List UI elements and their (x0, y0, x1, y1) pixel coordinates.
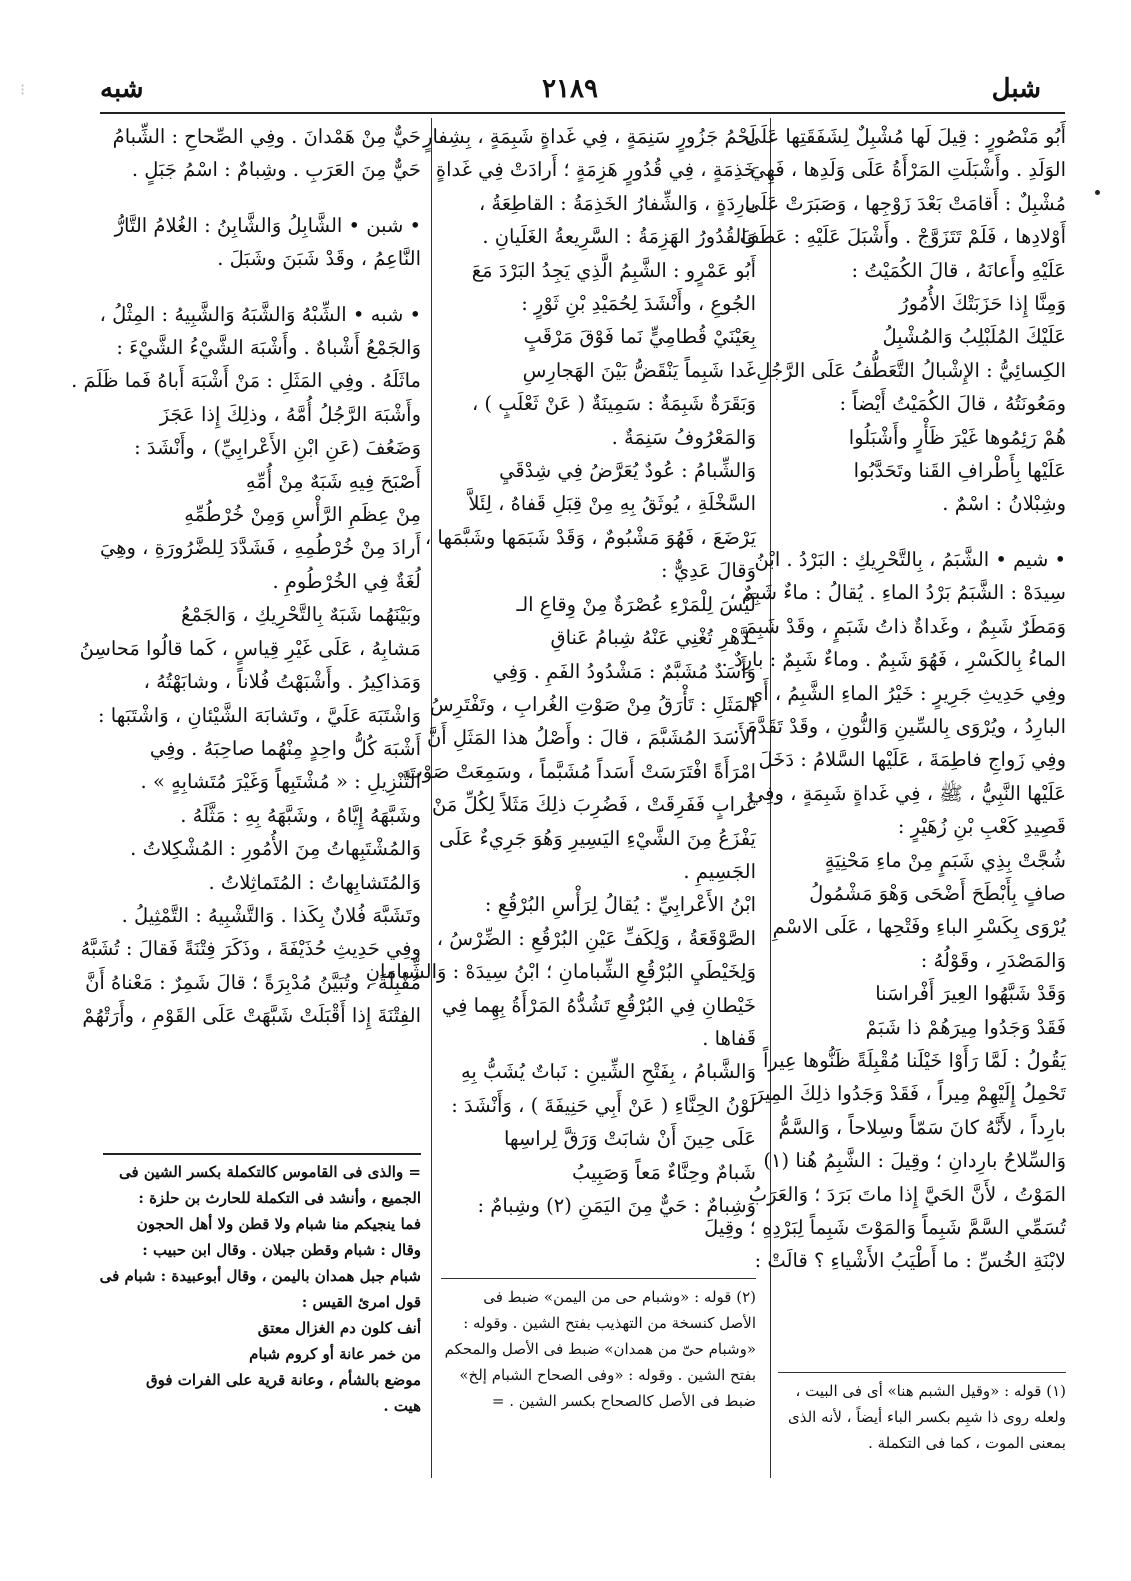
column-right-line: لابْنَةِ الخُسِّ : ما أَطْيَبُ الأَشْياءِ ؟ قالَتْ : (754, 1249, 1066, 1273)
footnote-middle-line: (٢) قوله : «وشبام حى من اليمن» ضبط فى (483, 1288, 756, 1306)
column-middle-line: وَأَسَدٌ مُشَبَّمٌ : مَشْدُودُ الفَمِ . وَفِي (492, 659, 756, 683)
footnote-left-line: موضع بالشأم ، وعانة قرية على الفرات فوق (146, 1371, 421, 1389)
footnote-left-line: هيت . (383, 1397, 421, 1415)
footnote-left-line: فما ينجيكم منا شبام ولا قطن ولا أهل الحجون (136, 1215, 421, 1233)
column-left-line: وبَيْنَهُما شَبَهٌ بِالتَّحْرِيكِ ، وَالجَمْعُ (181, 603, 421, 627)
column-left-line: التَّنْزِيلِ : « مُشْتَبِهاً وَغَيْرَ مُتَشابِهٍ » . (140, 770, 421, 794)
column-middle-line: وَقالَ عَدِيٌّ : (661, 559, 756, 583)
column-right-line: يُرْوَى بِكَسْرِ الباءِ وفَتْحِها ، عَلَى الاسْمِ (772, 915, 1066, 939)
column-right-line: قَصِيدِ كَعْبِ بْنِ زُهَيْرٍ : (897, 815, 1066, 839)
column-left-line: وشَبَّهَهُ إِيَّاهُ ، وشَبَّهَهُ بِهِ : مَثَّلَهُ . (180, 803, 421, 827)
column-left-line: النَّاعِمُ ، وقَدْ شَبَنَ وشَبَلَ . (217, 247, 421, 271)
footnote-left-line: = والذى فى القاموس كالتكملة بكسر الشين فى (118, 1163, 421, 1181)
column-middle-line: لَحْمُ جَزُورٍ سَنِمَةٍ ، فِي غَداةٍ شَبِمَةٍ ، بِشِفارٍ (423, 125, 756, 148)
column-middle-line: أَبُو عَمْرٍو : الشَّبِمُ الَّذِي يَجِدُ البَرْدَ مَعَ (471, 258, 756, 282)
column-left-line: وَالمُشْتَبِهاتُ مِنَ الأُمُورِ : المُشْكِلاتُ . (130, 837, 421, 861)
column-left-line: وفِي حَدِيثِ حُذَيْفَةَ ، وذَكَرَ فِتْنَةً فَقالَ : تُشَبَّهُ (80, 937, 421, 961)
footnote-middle-line: «وشبام حىّ من همدان» ضبط فى الأصل والمحكم (444, 1340, 756, 1358)
column-left-line: وتَشَبَّهَ فُلانٌ بِكَذا . وَالتَّشْبِيهُ : التَّمْثِيلُ . (121, 903, 421, 927)
column-right-line: وفِي زَواجِ فاطِمَةَ ، عَلَيْها السَّلامُ : دَخَلَ (758, 748, 1066, 772)
column-right-line (780, 521, 1066, 543)
column-left-line: وَمَذاكِيرُ . وأَشْبَهْتُ فُلاناً ، وشابَهْتُهُ ، (143, 670, 421, 694)
margin-dot (1095, 190, 1100, 195)
column-middle-line: وَالشِّبامُ : عُودٌ يُعَرَّضُ فِي شِدْقَيِ (499, 459, 756, 483)
footnote-right-line: ولعله روى ذا شبِم بكسر الباء أيضاً ، لأنه الذى (787, 1408, 1066, 1426)
column-middle-line: بارِدَةٍ ، وَالشِّفارُ الخَذِمَةُ : القاطِعَةُ ، (478, 191, 756, 215)
column-middle-line: غُرابٍ فَفَرِقَتْ ، فَضُرِبَ ذلِكَ مَثَلاً لِكُلِّ مَنْ (432, 793, 756, 817)
column-left-line: مِنْ عِظَمِ الرَّأْسِ وَمِنْ خُرْطُمِّهِ (184, 503, 421, 527)
column-left-line: مُقْبِلَةً ، وتُبَيَّنُ مُدْبِرَةً ؛ قالَ شَمِرٌ : مَعْناهُ أَنَّ (85, 970, 421, 994)
column-left (71, 120, 421, 1033)
column-middle-line: وَالقُدُورُ الهَزِمَةُ : السَّرِيعةُ الغَلَيانِ . (482, 225, 756, 249)
column-right-line: أَوْلادِها ، فَلَمْ تَتَزَوَّجْ . وأَشْبَلَ عَلَيْهِ : عَطَفَ (739, 225, 1066, 249)
column-left-line: وَالجَمْعُ أَشْباهٌ . وأَشْبَهَ الشَّيْءُ الشَّيْءَ : (116, 336, 421, 360)
footnote-left-line: الجميع ، وأنشد فى التكملة للحارث بن حلزة : (138, 1189, 421, 1207)
column-right-line: صافٍ بِأَبْطَحَ أَضْحَى وَهْوَ مَشْمُولُ (809, 881, 1066, 905)
column-middle-line: وَبَقَرَةٌ شَبِمَةٌ : سَمِينَةٌ ( عَنْ ثَعْلَبٍ ) ، (471, 392, 756, 416)
column-right-line: أَبُو مَنْصُورٍ : قِيلَ لَها مُشْبِلٌ لِشَفَقَتِها عَلَى (744, 125, 1066, 148)
column-left-line: أَصْبَحَ فِيهِ شَبَهٌ مِنْ أُمِّهِ (245, 469, 421, 493)
footnote-left-line: قول امرئ القيس : (301, 1293, 421, 1311)
header-right-word: شبل (991, 74, 1041, 104)
column-right-line: عَلَيْكَ المُلَبْلِبُ وَالمُشْبِلُ (882, 325, 1066, 349)
column-right-line: وَالمَصْدَرِ ، وقَوْلُهُ : (920, 948, 1066, 972)
column-right-line: بارِداً ، لأَنَّهُ كانَ سَمّاً وسِلاحاً ، وَالسَّمُّ (778, 1115, 1066, 1139)
column-right-line: الكِسائِيُّ : الإِشْبالُ التَّعَطُّفُ عَلَى الرَّجُلِ (756, 358, 1066, 382)
column-middle-line: امْرَأَةً افْتَرَسَتْ أَسَداً مُشَبَّماً ، وسَمِعَتْ صَوْتَ (404, 759, 756, 783)
column-right-line: وشِبْلانُ : اسْمٌ . (942, 492, 1066, 516)
footnote-right (778, 1378, 1066, 1456)
column-left-line: وَاشْتَبَهَ عَلَيَّ ، وتَشابَهَ الشَّيْئانِ ، وَاشْتَبَها : (97, 703, 421, 727)
column-right-line: وَمِنَّا إِذا حَزَبَتْكَ الأُمُورُ (899, 292, 1066, 316)
column-left-line: أَرادَ مِنْ خُرْطُمِهِ ، فَشَدَّدَ لِلضَّرُورَةِ ، وهِيَ (100, 536, 421, 560)
column-right-line: الوَلَدِ . وأَشْبَلَتِ المَرْأَةُ عَلَى وَلَدِها ، فَهِيَ (750, 158, 1066, 182)
column-middle-line: يَرْضَعَ ، فَهُوَ مَشْبُومٌ ، وَقَدْ شَبَمَها وشَبَّمَها ، (424, 525, 756, 549)
column-right-line: ومَعُونَتُهُ ، قالَ الكُمَيْتُ أَيْضاً : (839, 392, 1066, 416)
column-left-line: وَالمُتَشابِهاتُ : المُتَماثِلاتُ . (208, 870, 421, 894)
column-right-line: عَلَيْهِ وأَعانَهُ ، قالَ الكُمَيْتُ : (851, 258, 1066, 282)
footnote-rule-middle (441, 1278, 756, 1279)
column-middle-line: وَالمَعْرُوفُ سَنِمَةٌ . (611, 425, 756, 449)
column-right-line: وَقَدْ شَبَّهُوا العِيرَ أَفْراسَنا (875, 982, 1066, 1006)
footnote-left-line: أنف كلون دم الغزال معتق (257, 1319, 421, 1337)
column-middle-line: المَثَلِ : تَأْرَقُ مِنْ صَوْتِ الغُرابِ ، وتَفْتَرِسُ (429, 692, 756, 716)
footnote-middle (441, 1284, 756, 1414)
scan-edge-marks: ⁝ (20, 80, 26, 99)
column-middle-line: السَّخْلَةِ ، يُوثَقُ بِهِ مِنْ قِبَلِ قَفاهُ ، لِئَلاَّ (468, 492, 756, 516)
footnote-right-line: بمعنى الموت ، كما فى التكملة . (868, 1434, 1066, 1452)
column-middle-line: بِعَيْنَيْ قُطامِيٍّ نَما فَوْقَ مَرْقَبٍ (523, 325, 756, 349)
column-left-line: • شبه • الشِّبْهُ وَالشَّبَهُ وَالشَّبِيهُ : المِثْلُ ، (99, 302, 421, 326)
column-middle-line: قَفاها . (702, 1026, 756, 1050)
column-left-line (103, 276, 421, 298)
footnote-middle-line: ضبط فى الأصل كالصحاح بكسر الشين . = (491, 1392, 756, 1410)
column-middle-line: ـدَّهْرِ تُغْنِي عَنْهُ شِبامُ عَناقِ (550, 626, 756, 650)
footnote-middle-line: الأصل كنسخة من التهذيب بفتح الشين . وقوله : (463, 1314, 756, 1332)
column-right-line: عَلَيْها النَّبِيُّ ، ﷺ ، فِي غَداةٍ شَبِمَةٍ ، وفِي (748, 781, 1066, 805)
column-middle-line: عَلَى حِينَ أَنْ شابَتْ وَرَقَّ لِراسِها (503, 1127, 756, 1151)
column-left-line: لُغَةٌ فِي الخُرْطُومِ . (272, 569, 421, 593)
header-left-word: شبه (100, 74, 144, 104)
column-left-line: وأَشْبَهَ الرَّجُلُ أُمَّهُ ، وذلِكَ إِذا عَجَزَ (159, 402, 421, 426)
column-right-line: • شيم • الشَّبَمُ ، بِالتَّحْرِيكِ : البَرْدُ . ابْنُ (754, 547, 1066, 571)
column-left-line: الفِتْنَةَ إِذا أَقْبَلَتْ شَبَّهَتْ عَلَى القَوْمِ ، وأَرَتْهُمْ (82, 1004, 421, 1028)
column-right-line: وفِي حَدِيثِ جَرِيرٍ : خَيْرُ الماءِ الشَّبِمُ ، أَيِ (747, 681, 1066, 705)
footnote-left-line: من خمر عانة أو كروم شبام (249, 1345, 421, 1363)
column-right-line: فَقَدْ وَجَدُوا مِيرَهُمْ ذا شَبَمْ (865, 1015, 1066, 1039)
column-middle-line: ابْنُ الأَعْرابِيِّ : يُقالُ لِرَأْسِ البُرْقُعِ : (484, 893, 756, 917)
column-middle-line: غَدا شَبِماً يَنْقَضُّ بَيْنَ الهَجارِسِ (522, 358, 756, 382)
column-right-line: الماءُ بِالكَسْرِ ، فَهُوَ شَبِمٌ . وماءٌ شَبِمٌ : بارِدٌ . (721, 648, 1066, 672)
footnote-rule-right (778, 1372, 1066, 1373)
column-middle-line: وَلِخَيْطَيِ البُرْقُعِ الشِّبامانِ ؛ ابْنُ سِيدَهْ : وَالشِّبامانِ (365, 960, 756, 984)
column-middle-line: شَبامٌ وحِنَّاءٌ مَعاً وَصَبِيبُ (572, 1160, 756, 1184)
column-left-line (103, 187, 421, 209)
column-middle-line: الأَسَدَ المُشَبَّمَ ، قالَ : وأَصْلُ هذا المَثَلِ أَنَّ (426, 726, 756, 750)
column-left-line: وَضَعُفَ (عَنِ ابْنِ الأَعْرابِيِّ) ، وأَنْشَدَ : (134, 436, 421, 460)
column-middle-line: خَذِمَةٍ ، فِي قُدُورٍ هَزِمَةٍ ؛ أَرادَتْ فِي غَداةٍ (435, 158, 756, 182)
footnote-right-line: (١) قوله : «وقيل الشبم هنا» أى فى البيت ، (795, 1382, 1066, 1400)
column-right-line: هُمْ رَئِمُوها غَيْرَ ظَأْرٍ وأَشْبَلُوا (848, 425, 1066, 449)
column-left-line: ماثَلَهُ . وفِي المَثَلِ : مَنْ أَشْبَهَ أَباهُ فَما ظَلَمَ . (71, 369, 421, 393)
header-rule (100, 112, 1065, 114)
footnote-middle-line: بفتح الشين . وقوله : «وفى الصحاح الشبام إلخ» (459, 1366, 756, 1384)
footnote-left-line: وقال : شبام وقطن جبلان . وقال ابن حبيب : (142, 1241, 421, 1259)
column-middle-line: يَفْزَعُ مِنَ الشَّيْءِ اليَسِيرِ وَهُوَ جَرِيءٌ عَلَى (439, 826, 756, 850)
column-right-line: شُجَّتْ بِذِي شَبَمٍ مِنْ ماءِ مَحْنِيَةٍ (824, 848, 1066, 872)
column-right-line: وَمَطَرٌ شَبِمٌ ، وغَداةٌ ذاتُ شَبَمٍ ، وقَدْ شَبِمَ (744, 614, 1066, 638)
column-right-line: عَلَيْها بِأَطْرافِ القَنا وتَحَدَّبُوا (853, 459, 1066, 483)
column-middle-line: الجُوعِ ، وأَنْشَدَ لِحُمَيْدِ بْنِ ثَوْرٍ : (521, 292, 756, 316)
column-left-line: • شبن • الشَّابِلُ وَالشَّابِنُ : الغُلامُ التَّارُّ (114, 213, 421, 237)
footnote-left-line: شبام جبل همدان باليمن ، وقال أبوعبيدة : شبام فى (99, 1267, 421, 1285)
column-right-line: مُشْبِلٌ : أَقامَتْ بَعْدَ زَوْجِها ، وَصَبَرَتْ عَلَى (744, 191, 1066, 215)
column-middle-line: الجَسِيمِ . (683, 859, 756, 883)
page-number: ٢١٨٩ (542, 74, 598, 104)
footnote-left (99, 1159, 421, 1419)
column-middle-line: وَشِبامٌ : حَيٌّ مِنَ اليَمَنِ (٢) وشِبامٌ : (477, 1194, 756, 1217)
column-right-line: تَحْمِلُ إِلَيْهِمْ مِيراً ، فَقَدْ وَجَدُوا ذلِكَ المِيرَ (754, 1082, 1066, 1106)
column-right-line: تُسَمِّي السَّمَّ شَبِماً وَالمَوْتَ شَبِماً لِبَرْدِهِ ؛ وقِيلَ (704, 1216, 1066, 1239)
column-middle-line: الصَّوْقَعَةُ ، وَلِكَفِّ عَيْنِ البُرْقُعِ : الضِّرْسُ ، (436, 926, 756, 950)
column-right-line: يَقُولُ : لَمَّا رَأَوْا خَيْلَنا مُقْبِلَةً ظَنُّوها عِيراً (762, 1048, 1066, 1072)
footnote-rule-left (103, 1153, 421, 1155)
column-right-line: وَالسِّلاحُ بارِدانِ ؛ وقِيلَ : الشَّبِمُ هُنا (١) (763, 1149, 1066, 1173)
column-left-line: مَشابِهُ ، عَلَى غَيْرِ قِياسٍ ، كَما قالُوا مَحاسِنُ (79, 636, 421, 660)
column-middle-line: لَيْسَ لِلْمَرْءِ عُصْرَةٌ مِنْ وِقاعِ الـ (516, 592, 756, 616)
column-right-line: البارِدُ ، ويُرْوَى بِالسِّينِ وَالنُّونِ ، وقَدْ تَقَدَّمَ . (732, 714, 1066, 738)
column-middle-line: خَيْطانِ فِي البُرْقُعِ تَشُدُّهُ المَرْأَةُ بِهِما فِي (441, 993, 756, 1017)
column-left-line: حَيٌّ مِنْ هَمْدانَ . وفِي الصِّحاحِ : الشِّبامُ (112, 125, 421, 148)
column-right-line: المَوْتُ ، لأَنَّ الحَيَّ إِذا ماتَ بَرَدَ ؛ وَالعَرَبُ (748, 1182, 1066, 1206)
column-middle (365, 120, 756, 1222)
column-left-line: أَشْبَهَ كُلُّ واحِدٍ مِنْهُما صاحِبَهُ . وفِي (149, 736, 421, 760)
column-left-line: حَيٌّ مِنَ العَرَبِ . وشِبامٌ : اسْمُ جَبَلٍ . (131, 158, 421, 182)
column-middle-line: لَوْنُ الحِنَّاءِ ( عَنْ أَبِي حَنِيفَةَ ) ، وَأَنْشَدَ : (451, 1093, 756, 1117)
column-middle-line: وَالشَّبامُ ، بِفَتْحِ الشِّينِ : نَباتٌ يُشَبُّ بِهِ (460, 1060, 756, 1084)
column-right-line: سِيدَهْ : الشَّبَمُ بَرْدُ الماءِ . يُقالُ : ماءٌ شَبِمٌ ، (729, 581, 1066, 605)
